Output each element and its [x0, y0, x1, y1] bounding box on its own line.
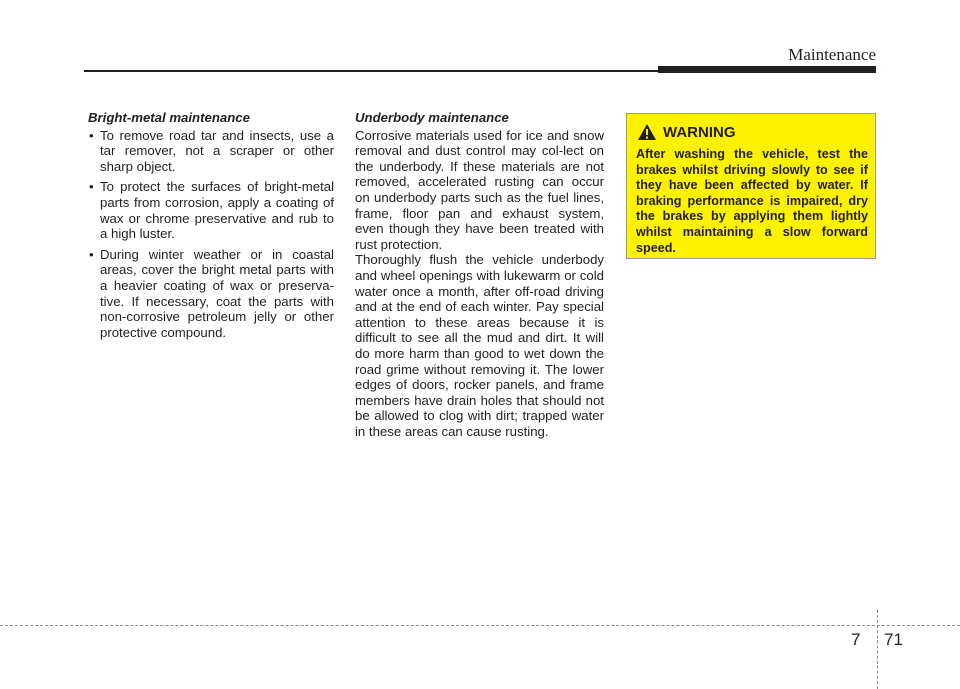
list-item: • To protect the surfaces of bright-metal parts from corrosion, apply a coating of wax or chrome preservative and rub to a high luster. — [88, 179, 334, 241]
header-rule-tab — [658, 66, 876, 73]
warning-header — [637, 123, 736, 141]
footer-divider — [877, 610, 878, 689]
page-number: 71 — [884, 630, 903, 649]
underbody-paragraph: Thoroughly flush the vehicle underbody and wheel openings with lukewarm or cold water once a month, after off-road driving and at the end of each winter. Pay special attention to these areas because it is difficult to see all the mud and dirt. It will do more harm than good to wet down the road grime without removing it. The lower edges of doors, rocker panels, and frame members have drain holes that should not be allowed to clog with dirt; trapped water in these areas can cause rusting. — [355, 252, 604, 439]
middle-column — [355, 110, 604, 439]
list-item: • To remove road tar and insects, use a tar remover, not a scraper or other sharp object. — [88, 128, 334, 175]
underbody-paragraph: Corrosive materials used for ice and snow removal and dust control may col-lect on the underbody. If these materials are not removed, accelerated rusting can occur on underbody parts such as the fuel lines, frame, floor pan and exhaust system, even though they have been treated with rust protection. — [355, 127, 604, 252]
list-item: • During winter weather or in coastal areas, cover the bright metal parts with a heavier coating of wax or preserva-tive. If necessary, coat the parts with non-corrosive petroleum jelly or other protective compound. — [88, 247, 334, 341]
footer-rule — [0, 625, 960, 626]
warning-title: WARNING — [663, 123, 736, 141]
left-column — [88, 110, 334, 345]
warning-triangle-icon — [637, 123, 657, 141]
bright-metal-heading: Bright-metal maintenance — [88, 110, 250, 125]
header-rule — [84, 70, 664, 72]
bright-metal-list — [88, 128, 334, 341]
chapter-number: 7 — [851, 630, 861, 649]
section-title: Maintenance — [788, 45, 876, 64]
warning-box — [626, 113, 876, 259]
warning-text: After washing the vehicle, test the brakes whilst driving slowly to see if they have been affected by water. If braking performance is impaired, dry the brakes by applying them lightly whilst maintaining a slow forward speed. — [636, 147, 868, 255]
underbody-heading: Underbody maintenance — [355, 110, 509, 125]
